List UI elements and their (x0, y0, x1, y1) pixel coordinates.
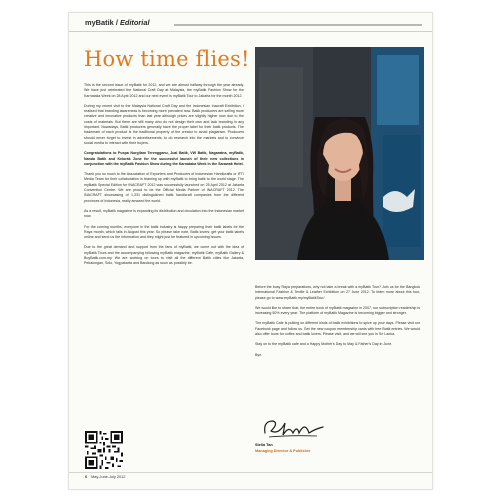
page-footer (85, 475, 125, 479)
page-title: How time flies! (84, 47, 250, 71)
paragraph: For the coming months, everyone in the batik industry is happy preparing their batik labels for the Raya month, which falls in August this year. So please take note, Batik lovers: get your batik labels online and send us the information and they might just be featured in upcoming issues. (84, 224, 244, 240)
paragraph: During my recent visit to the Malaysia National Craft Day and the Indonesian Inacraft Exhibition, I realised that branding awareness is becoming more prevalent now. Batik producers are selling more creative and innovative products than last year although prices are slightly higher now due to the costs of materials. But there are still many who do not design their own and lack branding in any important. Nowadays, Batik producers generally have the proper label for their batik products. The trademark of each product is the traditional property of the creator to avoid plagiarism. Producers should never forget to invest in advertisements, to do research into the markets and to convince social media to interact with their buyers. (84, 103, 244, 145)
masthead-separator: / (113, 18, 120, 27)
qr-code[interactable] (85, 431, 123, 469)
editor-portrait (255, 47, 424, 260)
paragraph: The myBatik Cafe is putting on different kinds of batik exhibitions to spice up your days. Please visit our Facebook page and follow us. Get the new coupon membership cards with free Batik entries. We would also offer tours for coffee and batik lovers. Please visit, and we will see you in Sri Lanka. (255, 321, 420, 337)
paragraph: Thank you so much to the Association of Exporters and Producers of Indonesian Handicrafts or IFTI Media Team for their collaboration in teaming up with myBatik to bring batik to the world stage. The myBatik Special Edition for INACRAFT 2012 was successfully launched on 25 April 2012 at Jakarta Convention Centre. We are proud to be the Official Media Partner of INACRAFT 2012. The INACRAFT showcasing of 1,331 distinguished batik handicraft companies from the different provinces of Indonesia, really amazed the world. (84, 172, 244, 203)
issue-label: May-June-July 2012 (91, 475, 126, 479)
paragraph: Stay on to the myBatik cafe and a Happy Mother's Day to May & Father's Day in June. (255, 342, 393, 347)
paragraph: Congratulations to Puspa Nurgilam Terengganu, Jual Batik, VW Batik, Nagaratna, myBatik, Nanda Batik and Kelurak Zone for the successful launch of their new collections in conjunction with the myBatik Fashion Show during the Karnataka Week in the Sarawak Hotel. (84, 151, 244, 166)
paragraph: Bye. (255, 352, 263, 357)
masthead-section: Editorial (119, 18, 150, 27)
signature-name: Stella Tan (255, 443, 273, 447)
page-number: 6 (85, 475, 88, 479)
masthead-rule (174, 24, 422, 26)
paragraph: We would like to share that, the entire book of myBatik magazine in 2007, our subscription readership is increasing 50% every year. The platform of myBatik Magazine is becoming bigger and stronger. (255, 305, 420, 316)
footer-rule (69, 472, 432, 473)
right-column (255, 285, 420, 363)
magazine-page (68, 12, 433, 490)
masthead-brand: myBatik (85, 18, 114, 27)
paragraph: Before the busy Raya preparations, why not take a break with a myBatik Tour? Join us for the Bangkok International Fashion & Textile & Leather Exhibition on 27 June 2012. To learn more about this tour, please go to www.myBatik.my/myBatikTour/ (255, 285, 420, 300)
paragraph: As a result, myBatik magazine is expanding its distribution and circulation into the Indonesian market now. (84, 208, 245, 219)
masthead-title (85, 18, 150, 27)
masthead (69, 13, 432, 32)
left-column (84, 83, 244, 272)
handwritten-signature (259, 415, 329, 441)
paragraph: This is the second issue of myBatik for 2012, and we are almost halfway through the year already. We have just celebrated the National Craft Day at Malaysia, the myBatik Fashion Show for the Karnataka Week on 28 April 2012 and our next event is myBatik Tour to Jakarta for the month 2012. (84, 83, 244, 98)
signature-title: Managing Director & Publisher (255, 449, 311, 453)
portrait-illustration (255, 47, 424, 260)
paragraph: Due to the great demand and support from the fans of myBatik, we come out with the idea of myBatik Tours and the accompanying following myBatik magazine, myBatik Cafe, myBatik Gallery & BuyBatik.com.my. We are working on tours to visit all the different Batik cities like Jakarta, Pekalongan, Solo, Yogyakarta and Bandung as soon as possibly be. (84, 245, 244, 266)
